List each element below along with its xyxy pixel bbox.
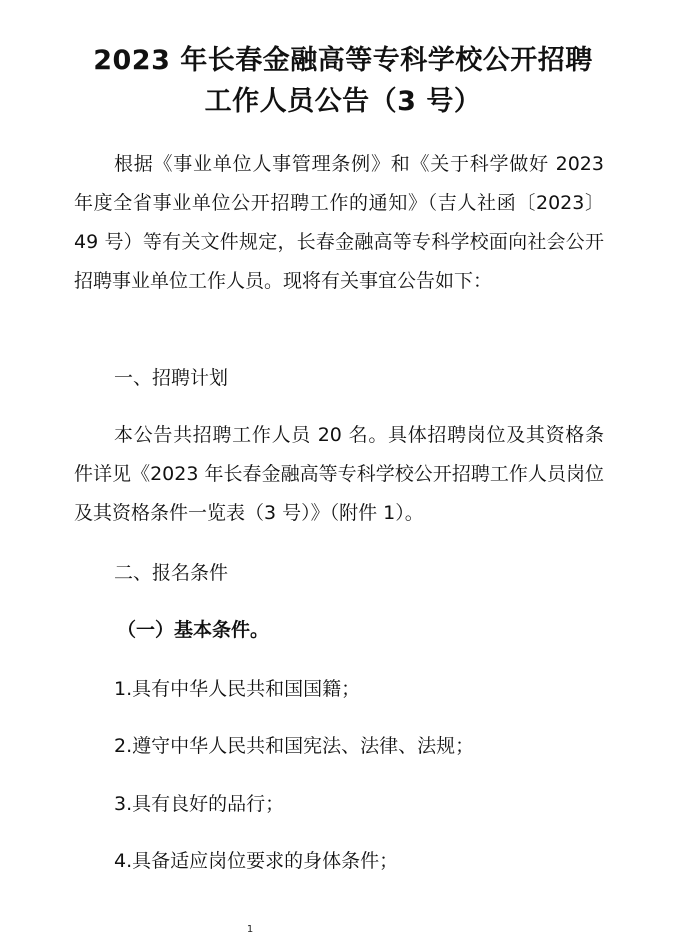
condition-item: 3.具有良好的品行；	[114, 793, 285, 815]
section-heading-application-conditions: 二、报名条件	[114, 562, 229, 584]
document-title-line-1: 2023 年长春金融高等专科学校公开招聘	[93, 45, 593, 76]
document-title-line-2: 工作人员公告（3 号）	[204, 86, 482, 117]
subsection-heading-basic-conditions: （一）基本条件。	[117, 619, 270, 641]
intro-paragraph: 根据《事业单位人事管理条例》和《关于科学做好 2023 年度全省事业单位公开招聘工作的通知》（吉人社函〔2023〕49 号）等有关文件规定，长春金融高等专科学校面向社会公开招聘事业单位工作人员。现将有关事宜公告如下：	[74, 153, 604, 292]
condition-item: 1.具有中华人民共和国国籍；	[114, 678, 361, 700]
section-heading-recruitment-plan: 一、招聘计划	[114, 367, 229, 389]
recruitment-plan-paragraph: 本公告共招聘工作人员 20 名。具体招聘岗位及其资格条件详见《2023 年长春金融高等专科学校公开招聘工作人员岗位及其资格条件一览表（3 号）》（附件 1）。	[74, 424, 604, 524]
page-number: 1	[246, 924, 254, 935]
condition-item: 4.具备适应岗位要求的身体条件；	[114, 850, 399, 872]
condition-item: 2.遵守中华人民共和国宪法、法律、法规；	[114, 735, 475, 757]
